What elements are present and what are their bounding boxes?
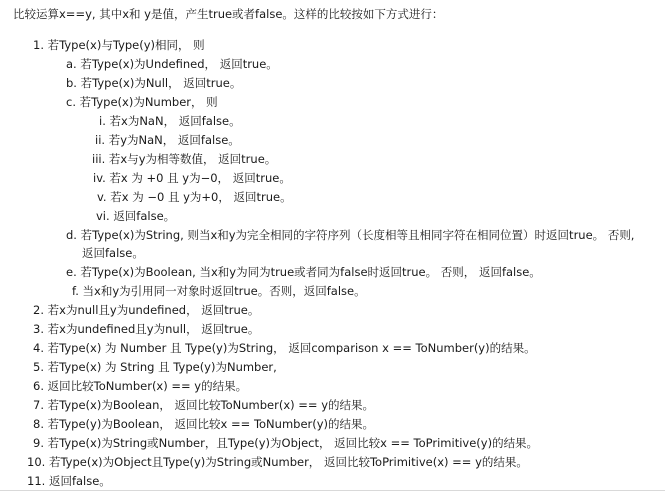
list-marker: 3.: [33, 322, 44, 336]
list-item: [66, 93, 218, 111]
list-marker: 2.: [33, 303, 44, 317]
list-item: [27, 453, 528, 471]
intro-paragraph: 比较运算x==y, 其中x和 y是值，产生true或者false。这样的比较按如下方式进行：: [13, 7, 444, 21]
list-item: [33, 415, 374, 433]
list-item: [33, 301, 259, 319]
list-text: 返回false。: [113, 209, 176, 223]
list-text: 返回false。: [82, 246, 144, 260]
list-text: 若Type(x)与Type(y)相同， 则: [47, 38, 205, 52]
list-item: [33, 320, 259, 338]
list-marker: v.: [97, 190, 107, 204]
list-text: 返回false。: [48, 474, 111, 488]
list-item: [66, 263, 541, 281]
list-text: 若Type(x)为Object且Type(y)为String或Number， 返回比较ToPrimitive(x) == y的结果。: [48, 455, 528, 469]
list-item: [66, 74, 241, 92]
list-item: [33, 434, 538, 452]
list-item: [27, 472, 111, 490]
list-text: 若x 为 −0 且 y为+0， 返回true。: [110, 190, 292, 204]
list-item: [66, 55, 278, 73]
list-item: [93, 169, 291, 187]
list-text: 若x为undefined且y为null， 返回true。: [47, 322, 260, 336]
list-text: 当x和y为引用同一对象时返回true。否则，返回false。: [82, 284, 366, 298]
list-marker: vi.: [96, 209, 110, 223]
list-text: 若Type(x)为Undefined， 返回true。: [80, 57, 278, 71]
list-text: 若Type(y)为Boolean， 返回比较x == ToNumber(y)的结果。: [47, 417, 375, 431]
list-item: [97, 188, 292, 206]
list-marker: f.: [72, 284, 79, 298]
list-marker: c.: [66, 95, 76, 109]
list-marker: 8.: [33, 417, 44, 431]
list-marker: a.: [66, 57, 77, 71]
list-text: 若y为NaN， 返回false。: [108, 133, 240, 147]
list-marker: e.: [66, 265, 77, 279]
list-text: 若x为null且y为undefined， 返回true。: [47, 303, 260, 317]
list-marker: 1.: [33, 38, 44, 52]
list-item: [92, 150, 276, 168]
list-item: [33, 358, 277, 376]
list-item: [95, 131, 240, 149]
list-item: [33, 36, 205, 54]
list-item: [99, 112, 241, 130]
list-item: [33, 396, 374, 414]
list-marker: 6.: [33, 379, 44, 393]
list-text: 若Type(x)为Boolean， 返回比较ToNumber(x) == y的结果。: [47, 398, 375, 412]
list-marker: b.: [66, 76, 77, 90]
list-item: [33, 339, 536, 357]
list-marker: 4.: [33, 341, 44, 355]
list-marker: i.: [99, 114, 106, 128]
list-text: 若Type(x)为Number， 则: [79, 95, 218, 109]
list-marker: 7.: [33, 398, 44, 412]
list-marker: d.: [66, 228, 77, 242]
list-marker: ii.: [95, 133, 106, 147]
list-item: [66, 226, 634, 244]
list-text: 若Type(x) 为 String 且 Type(y)为Number,: [47, 360, 277, 374]
list-text: 若Type(x)为String或Number，且Type(y)为Object， 返回比较x == ToPrimitive(y)的结果。: [47, 436, 539, 450]
list-text: 若x与y为相等数值， 返回true。: [108, 152, 277, 166]
list-marker: 10.: [27, 455, 46, 469]
list-item: [33, 377, 247, 395]
list-marker: 5.: [33, 360, 44, 374]
list-marker: iii.: [92, 152, 106, 166]
list-marker: 11.: [27, 474, 46, 488]
list-item: [72, 282, 366, 300]
list-text: 返回比较ToNumber(x) == y的结果。: [47, 379, 248, 393]
list-marker: iv.: [93, 171, 106, 185]
page-divider: [0, 490, 665, 491]
list-item: [96, 207, 175, 225]
list-marker: 9.: [33, 436, 44, 450]
list-text: 若x 为 +0 且 y为−0， 返回true。: [109, 171, 291, 185]
list-text: 若Type(x) 为 Number 且 Type(y)为String， 返回comparison x == ToNumber(y)的结果。: [47, 341, 536, 355]
list-text: 若Type(x)为String, 则当x和y为完全相同的字符序列（长度相等且相同字符在相同位置）时返回true。 否则,: [80, 228, 635, 242]
list-text: 若x为NaN， 返回false。: [109, 114, 241, 128]
list-item-continuation: [82, 244, 144, 262]
list-text: 若Type(x)为Null， 返回true。: [80, 76, 242, 90]
list-text: 若Type(x)为Boolean, 当x和y为同为true或者同为false时返回true。 否则， 返回false。: [80, 265, 541, 279]
